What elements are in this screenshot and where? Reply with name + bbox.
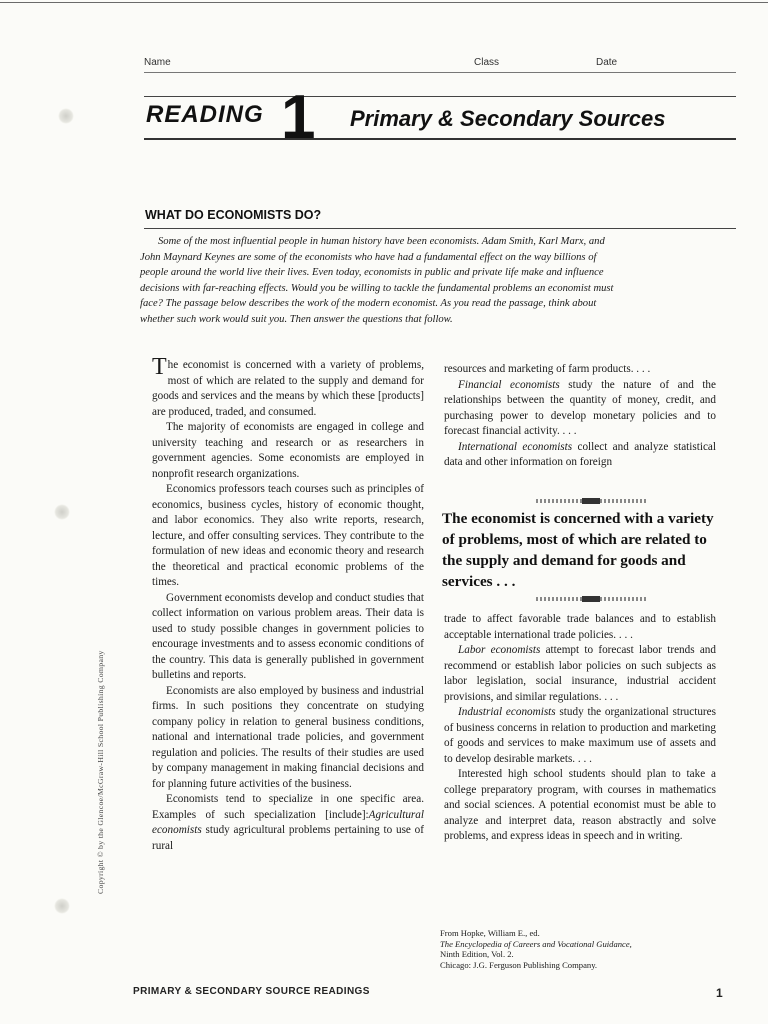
pull-quote: The economist is concerned with a variety of problems, most of which are related to the supply and demand for goods and services . . . xyxy=(442,510,714,590)
paragraph-3: Economics professors teach courses such as principles of economics, business cycles, history of economic thought, and labor economics. They also write reports, research, lecture, and offer consulting services. They contribute to the formulation of new ideas and economic theory and research the theoretical and practical economic problems of the times. xyxy=(152,483,424,588)
paragraph-9: International economists collect and analyze statistical data and other information on foreign xyxy=(444,440,716,468)
paragraph-2: The majority of economists are engaged in college and university teaching and research or as researchers in government agencies. Some economists are employed in nonprofit research organizations. xyxy=(152,421,424,480)
section-title: WHAT DO ECONOMISTS DO? xyxy=(145,208,322,222)
paragraph-12: Interested high school students should plan to take a college preparatory program, with courses in mathematics and social sciences. A potential economist must be able to analyze and interpret data, reason abstractly and solve problems, and express ideas in speech and in writing. xyxy=(444,768,716,842)
paragraph-7: resources and marketing of farm products. . . . xyxy=(444,363,651,375)
citation-line-3: Ninth Edition, Vol. 2. xyxy=(440,949,514,959)
reading-label: READING xyxy=(146,101,264,128)
body-column-right-top xyxy=(444,362,716,471)
paragraph-5: Economists are also employed by business and industrial firms. In such positions they concentrate on studying company policy in relation to general business conditions, national and international trade policies, and government regulation and policies. The results of their studies are used by company management in making financial decisions and for planning future activities of the business. xyxy=(152,684,424,790)
citation-line-1: From Hopke, William E., ed. xyxy=(440,928,540,938)
paragraph-8: Financial economists study the nature of and the relationships between the quantity of money, credit, and purchasing power to develop monetary policies and to forecast financial activity. . . . xyxy=(444,378,716,437)
paragraph-9-continued: trade to affect favorable trade balances and to establish acceptable international trade policies. . . . xyxy=(444,613,716,641)
page-number: 1 xyxy=(716,986,723,1000)
side-copyright: Copyright © by the Glencoe/McGraw-Hill School Publishing Company xyxy=(96,650,105,894)
binder-hole-middle xyxy=(54,504,70,520)
header-top-rule xyxy=(144,96,736,97)
form-field-line xyxy=(144,72,736,73)
name-field-label: Name xyxy=(144,57,171,68)
page-title: Primary & Secondary Sources xyxy=(350,106,666,131)
paragraph-10: Labor economists attempt to forecast labor trends and recommend or establish labor policies on such subjects as labor legislation, social insurance, industrial accident provisions, and similar regulations. . . . xyxy=(444,644,716,703)
body-column-left xyxy=(152,354,424,854)
paragraph-11: Industrial economists study the organizational structures of business concerns in relation to production and marketing of goods and services to make maximum use of assets and to develop desirable markets. . . . xyxy=(444,706,716,765)
date-field-label: Date xyxy=(596,57,618,68)
citation-line-2: The Encyclopedia of Careers and Vocational Guidance, xyxy=(440,938,632,949)
pull-quote-ornament-top xyxy=(536,499,648,503)
binder-hole-top xyxy=(58,108,74,124)
drop-cap: T xyxy=(152,354,167,380)
reading-number: 1 xyxy=(281,83,316,152)
class-field-label: Class xyxy=(474,57,500,68)
body-column-right-bottom xyxy=(444,612,716,845)
pull-quote-ornament-bottom xyxy=(536,597,648,601)
binder-hole-bottom xyxy=(54,898,70,914)
header-bottom-rule xyxy=(144,138,736,140)
form-fields xyxy=(0,57,768,73)
top-edge-line xyxy=(0,2,768,3)
footer-label: PRIMARY & SECONDARY SOURCE READINGS xyxy=(133,986,370,997)
section-rule xyxy=(144,228,736,229)
intro-paragraph: Some of the most influential people in human history have been economists. Adam Smith, Karl Marx, and John Maynard Keynes are some of the economists who have had a fundamental effect on the way billions of people around the world live their lives. Even today, economists in public and private life make and influence decisions with far-reaching effects. Would you be willing to tackle the fundamental problems an economist must face? The passage below describes the work of the modern economist. As you read the passage, think about whether such work would suit you. Then answer the questions that follow. xyxy=(140,236,614,325)
paragraph-1: The economist is concerned with a variety of problems, most of which are related to the supply and demand for goods and services and the means by which these [products] are produced, traded, and consumed. xyxy=(152,354,424,418)
paragraph-6: Economists tend to specialize in one specific area. Examples of such specialization [include]:Agricultural economists study agricultural problems pertaining to use of rural xyxy=(152,793,424,852)
paragraph-4: Government economists develop and conduct studies that collect information on various problem areas. Their data is used to study possible changes in government policies to encourage investments and to assess economic conditions of the country. This data is generally published in government bulletins and reports. xyxy=(152,591,424,681)
citation-line-4: Chicago: J.G. Ferguson Publishing Company. xyxy=(440,959,598,970)
source-citation xyxy=(440,928,720,970)
